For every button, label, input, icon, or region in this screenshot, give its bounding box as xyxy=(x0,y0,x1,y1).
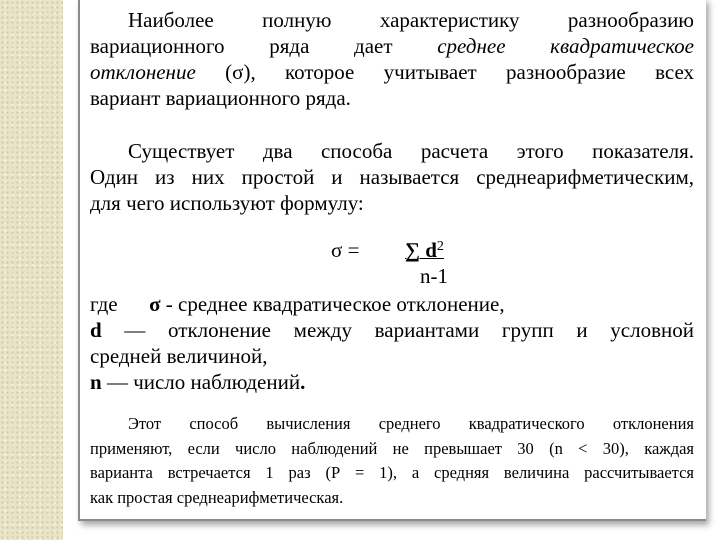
note-paragraph xyxy=(90,412,694,510)
text-run: вариационного ряда дает xyxy=(90,34,438,58)
text-line: Один из них простой и называется среднеарифметическим, xyxy=(90,165,694,189)
text-line: вариант вариационного ряда. xyxy=(90,86,351,110)
text-line: Наиболее полную характеристику разнообразию xyxy=(128,8,694,32)
definitions xyxy=(90,291,694,395)
term-italic: среднее квадратическое xyxy=(437,34,694,58)
term-italic: отклонение xyxy=(90,60,196,84)
text-run: . xyxy=(300,370,306,394)
paragraph-methods xyxy=(90,138,694,216)
symbol-d: d xyxy=(90,318,102,342)
definition-n xyxy=(90,369,694,395)
text-line: средней величиной, xyxy=(90,344,268,368)
formula xyxy=(0,235,720,295)
definition-d xyxy=(90,317,694,343)
text-run: — отклонение между вариантами групп и условной xyxy=(101,318,694,342)
formula-sum: ∑ d xyxy=(405,238,437,262)
formula-exponent: 2 xyxy=(436,239,444,254)
formula-numerator xyxy=(405,238,444,263)
text-run: — число наблюдений xyxy=(101,370,301,394)
paragraph-standard-deviation xyxy=(90,7,694,111)
definition-sigma xyxy=(90,291,694,317)
text-line xyxy=(90,33,694,59)
text-run: (σ), которое учитывает разнообразие всех xyxy=(195,60,694,84)
formula-lhs: σ = xyxy=(331,238,360,262)
text-line: для чего используют формулу: xyxy=(90,191,364,215)
text-line xyxy=(90,59,694,85)
symbol-n: n xyxy=(90,370,102,394)
text-line: варианта встречается 1 раз (Р = 1), а средняя величина рассчитывается xyxy=(90,463,694,482)
symbol-sigma: σ xyxy=(149,292,161,316)
text-run: - среднее квадратическое отклонение, xyxy=(160,292,505,316)
text-line: Этот способ вычисления среднего квадратического отклонения xyxy=(128,414,694,433)
text-line: применяют, если число наблюдений не превышает 30 (n < 30), каждая xyxy=(90,438,694,458)
text-line: Существует два способа расчета этого показателя. xyxy=(128,139,694,163)
where-label: где xyxy=(90,292,118,316)
text-line: как простая среднеарифметическая. xyxy=(90,487,344,507)
formula-denominator: n-1 xyxy=(420,264,448,288)
